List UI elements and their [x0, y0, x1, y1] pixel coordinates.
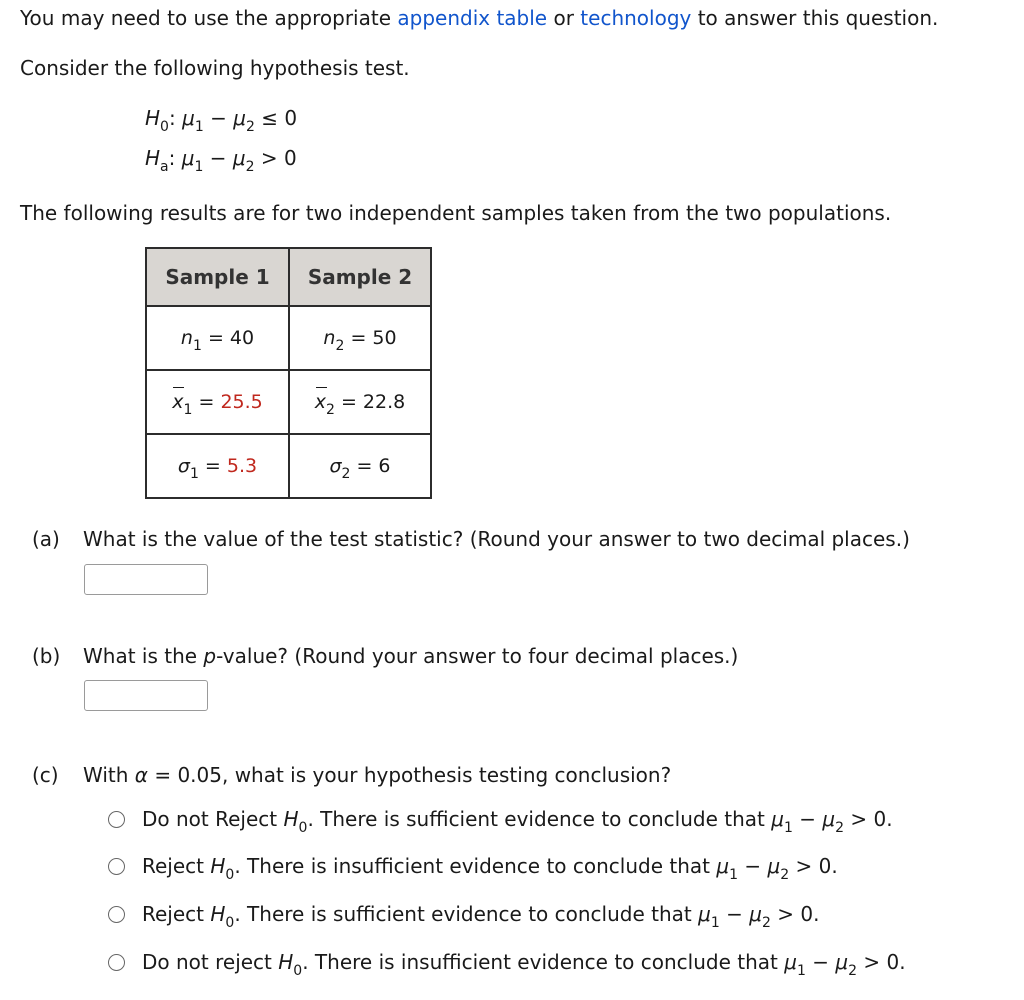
technology-link[interactable]: technology — [580, 6, 692, 30]
consider-text: Consider the following hypothesis test. — [20, 56, 410, 80]
intro-suffix: to answer this question. — [691, 6, 939, 30]
option-label: Do not reject $H_0$. There is insufficient evidence to conclude that $\mu_1 - \mu_2 > 0$. — [142, 950, 906, 979]
samples-intro: The following results are for two independent samples taken from the two populations. — [20, 201, 892, 225]
n2-cell: $n_2 = 50$ — [289, 306, 431, 370]
option-do-not-reject-insufficient[interactable] — [108, 947, 906, 977]
part-a-question: What is the value of the test statistic? (Round your answer to two decimal places.) — [83, 527, 910, 551]
option-label: Reject $H_0$. There is sufficient evidence to conclude that $\mu_1 - \mu_2 > 0$. — [142, 902, 820, 931]
part-b-question: What is the p-value? (Round your answer to four decimal places.) — [83, 644, 739, 668]
sigma2-cell: $\sigma_2 = 6$ — [289, 434, 431, 498]
radio-button[interactable] — [108, 954, 125, 971]
xbar2-cell: $x_2 = 22.8$ — [289, 370, 431, 434]
radio-button[interactable] — [108, 858, 125, 875]
radio-button[interactable] — [108, 906, 125, 923]
option-do-not-reject-sufficient[interactable] — [108, 804, 893, 834]
sigma1-cell: $\sigma_1 = 5.3$ — [146, 434, 289, 498]
p-value-input[interactable] — [84, 680, 208, 711]
xbar1-cell: $x_1 = 25.5$ — [146, 370, 289, 434]
test-statistic-input[interactable] — [84, 564, 208, 595]
part-c-question: With α = 0.05, what is your hypothesis testing conclusion? — [83, 763, 672, 787]
alternative-hypothesis: $H_a$: $\mu_1 - \mu_2 > 0$ — [145, 146, 297, 175]
radio-button[interactable] — [108, 811, 125, 828]
part-c-label: (c) — [32, 763, 59, 787]
intro-middle: or — [547, 6, 581, 30]
option-reject-insufficient[interactable] — [108, 851, 838, 881]
option-label: Reject $H_0$. There is insufficient evidence to conclude that $\mu_1 - \mu_2 > 0$. — [142, 854, 838, 883]
part-a-label: (a) — [32, 527, 60, 551]
null-hypothesis: $H_0$: $\mu_1 - \mu_2 \le 0$ — [145, 106, 298, 135]
appendix-table-link[interactable]: appendix table — [397, 6, 548, 30]
part-b-label: (b) — [32, 644, 61, 668]
header-sample-1: Sample 1 — [146, 248, 289, 306]
header-sample-2: Sample 2 — [289, 248, 431, 306]
sample-table — [145, 247, 432, 499]
n1-cell: $n_1 = 40$ — [146, 306, 289, 370]
intro-line — [20, 6, 938, 30]
intro-prefix: You may need to use the appropriate — [20, 6, 398, 30]
option-label: Do not Reject $H_0$. There is sufficient evidence to conclude that $\mu_1 - \mu_2 > 0$. — [142, 807, 893, 836]
option-reject-sufficient[interactable] — [108, 899, 819, 929]
